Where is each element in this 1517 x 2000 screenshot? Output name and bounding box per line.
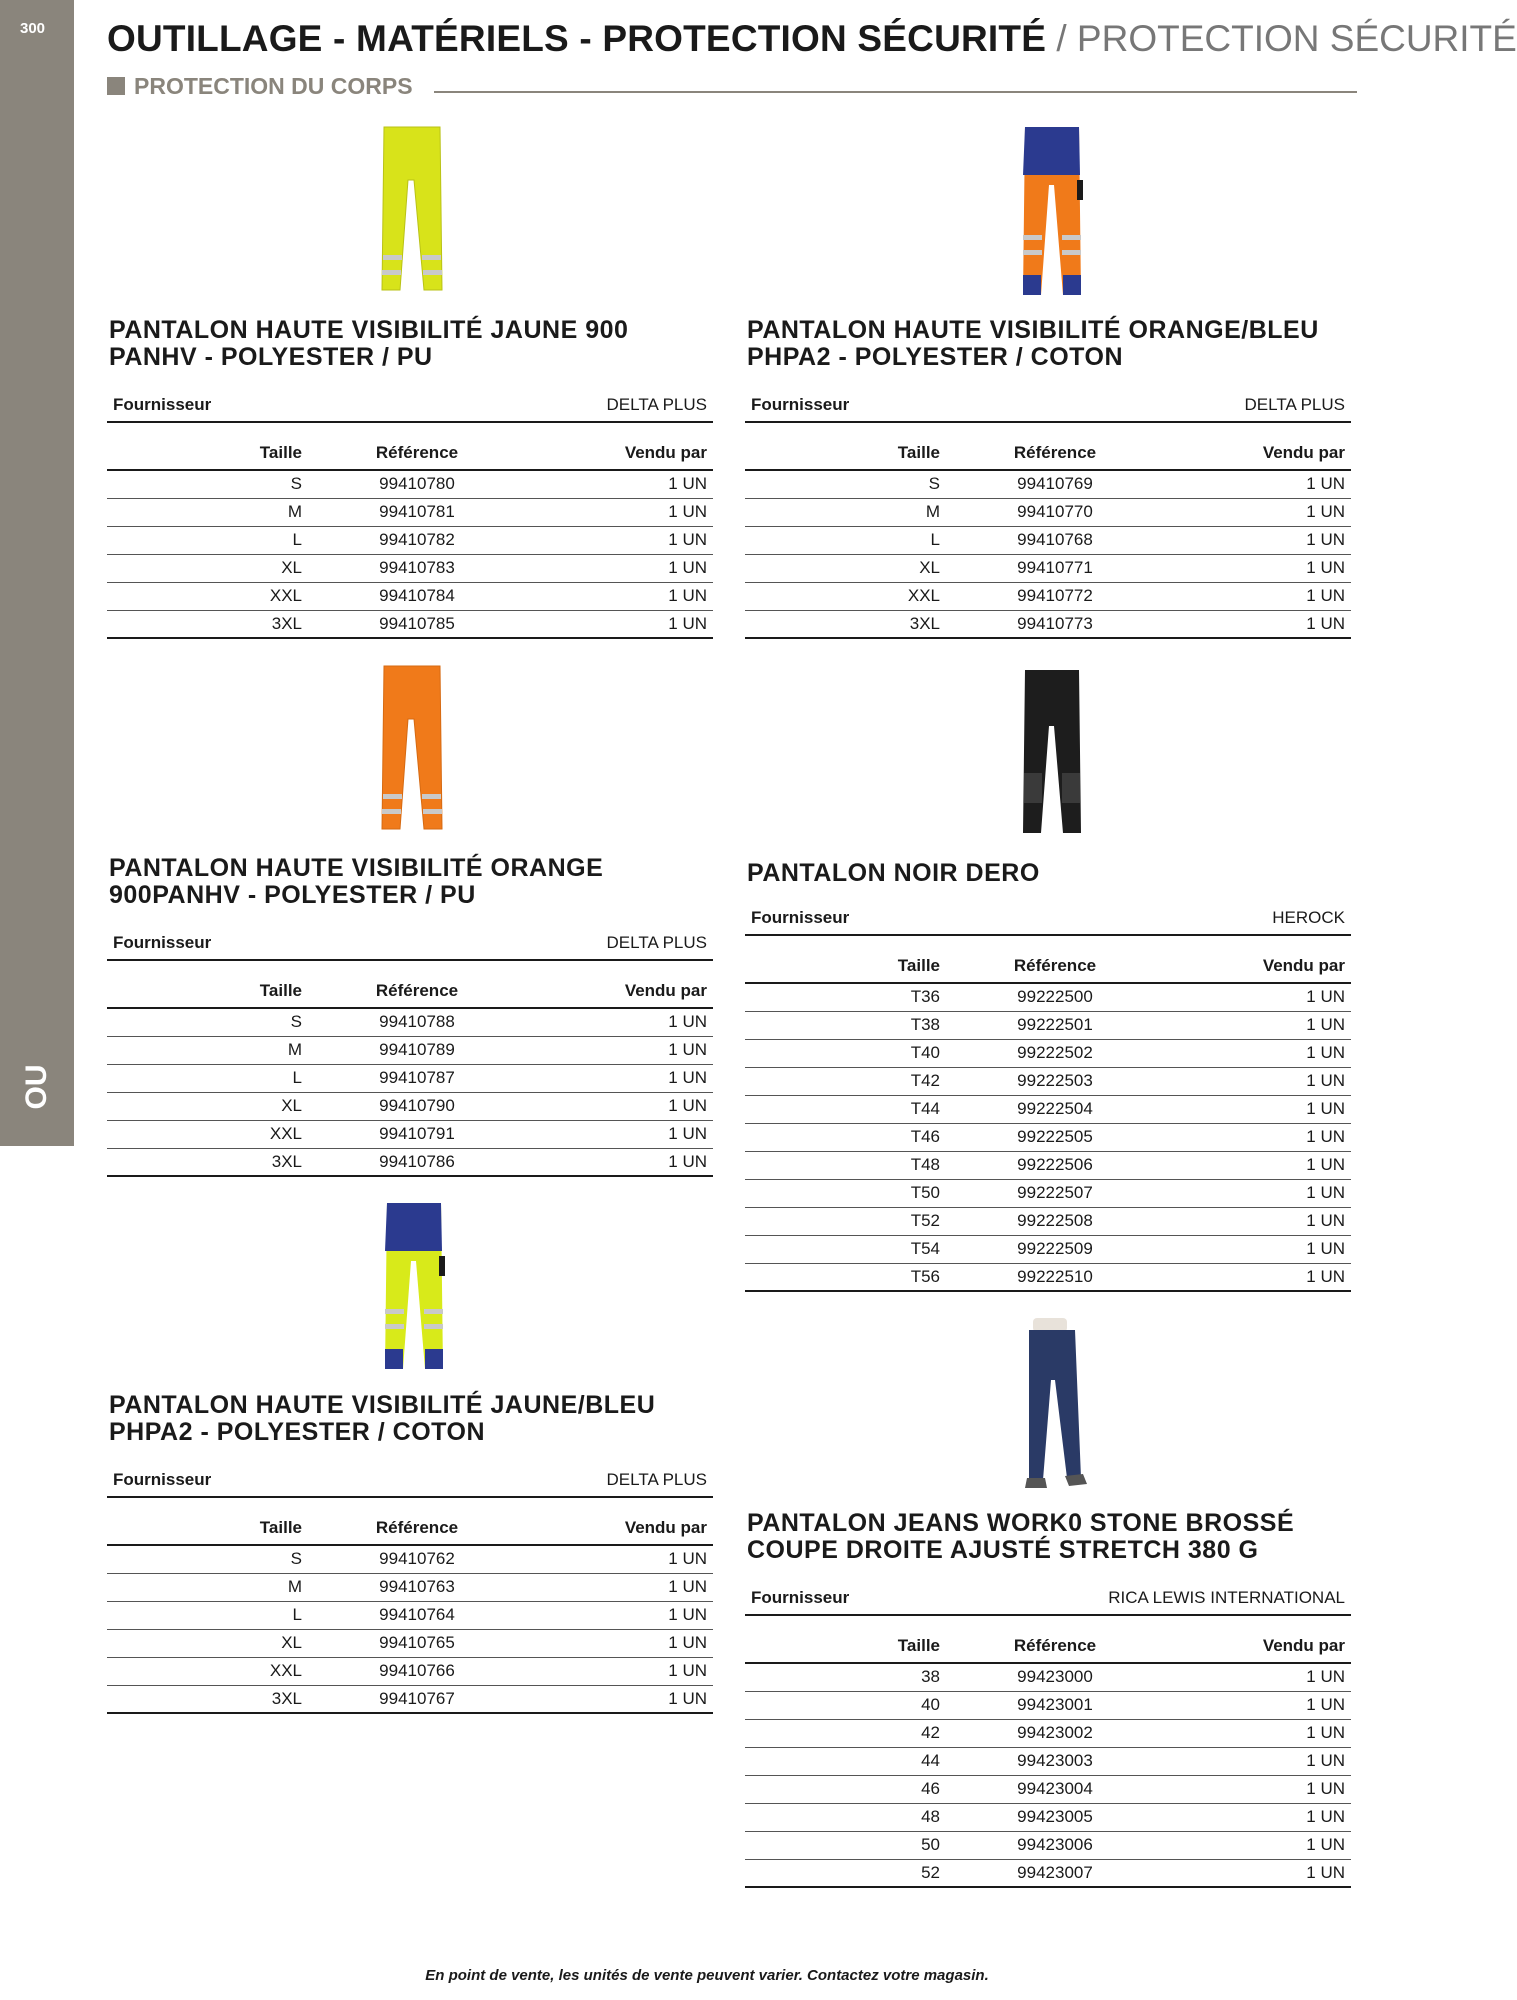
- cell-reference: 99222508: [940, 1207, 1170, 1235]
- cell-reference: 99423006: [940, 1831, 1170, 1859]
- cell-size: 48: [745, 1803, 940, 1831]
- section-rule: [434, 91, 1357, 93]
- cell-sold-by: 1 UN: [1170, 1719, 1351, 1747]
- cell-reference: 99410762: [302, 1545, 532, 1573]
- table-row: [745, 1263, 1351, 1291]
- cell-reference: 99410791: [302, 1120, 532, 1148]
- cell-reference: 99222502: [940, 1039, 1170, 1067]
- section-title: PROTECTION DU CORPS: [134, 73, 413, 99]
- cell-sold-by: 1 UN: [1170, 1775, 1351, 1803]
- col-header-sold-by: Vendu par: [1170, 950, 1351, 983]
- cell-reference: 99410781: [302, 498, 532, 526]
- table-row: [745, 983, 1351, 1011]
- cell-reference: 99222503: [940, 1067, 1170, 1095]
- cell-sold-by: 1 UN: [1170, 582, 1351, 610]
- cell-sold-by: 1 UN: [1170, 1095, 1351, 1123]
- table-row: [745, 1123, 1351, 1151]
- cell-size: L: [107, 1601, 302, 1629]
- supplier-row: [745, 391, 1351, 423]
- supplier-row: [745, 904, 1351, 936]
- table-row: [107, 1036, 713, 1064]
- page-number: 300: [20, 20, 46, 37]
- cell-sold-by: 1 UN: [1170, 554, 1351, 582]
- col-header-sold-by: Vendu par: [532, 1512, 713, 1545]
- supplier-value: DELTA PLUS: [606, 395, 707, 414]
- orange-hi-vis-trousers-icon: [362, 664, 462, 834]
- cell-size: T38: [745, 1011, 940, 1039]
- cell-reference: 99423002: [940, 1719, 1170, 1747]
- col-header-size: Taille: [745, 437, 940, 470]
- cell-size: 3XL: [107, 1685, 302, 1713]
- supplier-label: Fournisseur: [113, 933, 212, 952]
- cell-size: 40: [745, 1691, 940, 1719]
- cell-reference: 99222506: [940, 1151, 1170, 1179]
- cell-reference: 99222500: [940, 983, 1170, 1011]
- table-row: [745, 1719, 1351, 1747]
- cell-sold-by: 1 UN: [532, 1545, 713, 1573]
- black-work-trousers-icon: [1007, 668, 1097, 838]
- table-row: [107, 470, 713, 498]
- cell-sold-by: 1 UN: [1170, 1207, 1351, 1235]
- table-row: [745, 1151, 1351, 1179]
- cell-reference: 99222509: [940, 1235, 1170, 1263]
- orange-blue-hi-vis-trousers-icon: [1007, 125, 1097, 300]
- col-header-reference: Référence: [302, 975, 532, 1008]
- table-row: [107, 498, 713, 526]
- cell-sold-by: 1 UN: [1170, 1067, 1351, 1095]
- cell-size: XXL: [745, 582, 940, 610]
- cell-size: 52: [745, 1859, 940, 1887]
- col-header-size: Taille: [107, 437, 302, 470]
- cell-sold-by: 1 UN: [532, 1120, 713, 1148]
- cell-sold-by: 1 UN: [532, 582, 713, 610]
- col-header-sold-by: Vendu par: [1170, 437, 1351, 470]
- supplier-value: DELTA PLUS: [1244, 395, 1345, 414]
- cell-size: M: [107, 498, 302, 526]
- supplier-label: Fournisseur: [751, 395, 850, 414]
- supplier-row: [745, 1584, 1351, 1616]
- cell-reference: 99423004: [940, 1775, 1170, 1803]
- supplier-label: Fournisseur: [113, 1470, 212, 1489]
- table-row: [107, 1685, 713, 1713]
- supplier-label: Fournisseur: [751, 1588, 850, 1607]
- cell-reference: 99410773: [940, 610, 1170, 638]
- cell-size: XXL: [107, 1120, 302, 1148]
- cell-reference: 99222501: [940, 1011, 1170, 1039]
- col-header-reference: Référence: [302, 1512, 532, 1545]
- table-row: [745, 1095, 1351, 1123]
- footer-note: En point de vente, les unités de vente peuvent varier. Contactez votre magasin.: [425, 1967, 989, 1984]
- cell-sold-by: 1 UN: [1170, 1859, 1351, 1887]
- cell-size: T50: [745, 1179, 940, 1207]
- table-row: [107, 1008, 713, 1036]
- cell-sold-by: 1 UN: [1170, 526, 1351, 554]
- spec-table: [107, 1512, 713, 1714]
- cell-size: T42: [745, 1067, 940, 1095]
- cell-sold-by: 1 UN: [1170, 1663, 1351, 1691]
- cell-reference: 99410768: [940, 526, 1170, 554]
- spec-table: [745, 1630, 1351, 1888]
- cell-reference: 99222504: [940, 1095, 1170, 1123]
- cell-size: 44: [745, 1747, 940, 1775]
- table-row: [107, 610, 713, 638]
- cell-sold-by: 1 UN: [1170, 1011, 1351, 1039]
- cell-sold-by: 1 UN: [1170, 1123, 1351, 1151]
- col-header-sold-by: Vendu par: [1170, 1630, 1351, 1663]
- cell-size: 3XL: [107, 610, 302, 638]
- cell-size: T46: [745, 1123, 940, 1151]
- cell-reference: 99423005: [940, 1803, 1170, 1831]
- table-row: [107, 1573, 713, 1601]
- section-heading: [107, 73, 1357, 99]
- table-row: [745, 1067, 1351, 1095]
- side-tab: [0, 0, 74, 1146]
- spec-table: [745, 950, 1351, 1292]
- cell-sold-by: 1 UN: [1170, 1263, 1351, 1291]
- yellow-hi-vis-trousers-icon: [362, 125, 462, 295]
- cell-reference: 99423003: [940, 1747, 1170, 1775]
- cell-size: 50: [745, 1831, 940, 1859]
- cell-size: S: [107, 1545, 302, 1573]
- table-row: [745, 1179, 1351, 1207]
- table-row: [107, 1657, 713, 1685]
- cell-sold-by: 1 UN: [532, 1573, 713, 1601]
- cell-size: S: [745, 470, 940, 498]
- cell-sold-by: 1 UN: [532, 1092, 713, 1120]
- supplier-value: HEROCK: [1272, 908, 1345, 927]
- spec-table: [745, 437, 1351, 639]
- cell-sold-by: 1 UN: [1170, 610, 1351, 638]
- cell-reference: 99410784: [302, 582, 532, 610]
- cell-reference: 99222505: [940, 1123, 1170, 1151]
- table-row: [745, 1747, 1351, 1775]
- cell-size: T48: [745, 1151, 940, 1179]
- supplier-label: Fournisseur: [751, 908, 850, 927]
- cell-size: S: [107, 1008, 302, 1036]
- cell-sold-by: 1 UN: [1170, 983, 1351, 1011]
- table-row: [745, 498, 1351, 526]
- cell-reference: 99410790: [302, 1092, 532, 1120]
- cell-reference: 99410767: [302, 1685, 532, 1713]
- table-row: [745, 1039, 1351, 1067]
- cell-sold-by: 1 UN: [532, 1036, 713, 1064]
- cell-sold-by: 1 UN: [532, 1629, 713, 1657]
- cell-size: T52: [745, 1207, 940, 1235]
- side-section-label: OU: [20, 1064, 53, 1110]
- col-header-sold-by: Vendu par: [532, 437, 713, 470]
- table-row: [107, 526, 713, 554]
- page-title: OUTILLAGE - MATÉRIELS - PROTECTION SÉCURITÉ: [107, 18, 1047, 59]
- product-title: PANTALON HAUTE VISIBILITÉ ORANGE/BLEU PHPA2 - POLYESTER / COTON: [747, 316, 1319, 371]
- cell-sold-by: 1 UN: [1170, 1151, 1351, 1179]
- cell-sold-by: 1 UN: [532, 1657, 713, 1685]
- cell-size: L: [745, 526, 940, 554]
- cell-sold-by: 1 UN: [532, 1148, 713, 1176]
- col-header-size: Taille: [745, 1630, 940, 1663]
- table-row: [745, 470, 1351, 498]
- cell-size: L: [107, 526, 302, 554]
- cell-size: XL: [107, 554, 302, 582]
- yellow-blue-hi-vis-trousers-icon: [369, 1201, 459, 1373]
- col-header-size: Taille: [107, 975, 302, 1008]
- table-row: [107, 1545, 713, 1573]
- table-row: [745, 1663, 1351, 1691]
- cell-reference: 99410786: [302, 1148, 532, 1176]
- cell-reference: 99410785: [302, 610, 532, 638]
- col-header-size: Taille: [107, 1512, 302, 1545]
- spec-table: [107, 975, 713, 1177]
- page-subtitle: PROTECTION SÉCURITÉ: [1076, 18, 1517, 59]
- cell-size: T56: [745, 1263, 940, 1291]
- table-row: [107, 582, 713, 610]
- cell-sold-by: 1 UN: [532, 470, 713, 498]
- cell-size: M: [745, 498, 940, 526]
- cell-sold-by: 1 UN: [1170, 1039, 1351, 1067]
- cell-sold-by: 1 UN: [1170, 1179, 1351, 1207]
- table-row: [745, 1011, 1351, 1039]
- table-row: [745, 1235, 1351, 1263]
- cell-size: T54: [745, 1235, 940, 1263]
- cell-reference: 99410787: [302, 1064, 532, 1092]
- cell-reference: 99410782: [302, 526, 532, 554]
- table-row: [745, 582, 1351, 610]
- cell-size: M: [107, 1036, 302, 1064]
- cell-size: 42: [745, 1719, 940, 1747]
- cell-size: 3XL: [107, 1148, 302, 1176]
- cell-size: XL: [107, 1629, 302, 1657]
- cell-size: 3XL: [745, 610, 940, 638]
- cell-sold-by: 1 UN: [532, 1064, 713, 1092]
- table-row: [745, 1775, 1351, 1803]
- cell-sold-by: 1 UN: [532, 1685, 713, 1713]
- cell-size: M: [107, 1573, 302, 1601]
- cell-sold-by: 1 UN: [1170, 498, 1351, 526]
- spec-table: [107, 437, 713, 639]
- cell-reference: 99423000: [940, 1663, 1170, 1691]
- cell-reference: 99410788: [302, 1008, 532, 1036]
- cell-sold-by: 1 UN: [532, 1601, 713, 1629]
- table-row: [107, 1120, 713, 1148]
- cell-reference: 99410780: [302, 470, 532, 498]
- cell-size: XXL: [107, 1657, 302, 1685]
- cell-sold-by: 1 UN: [1170, 1691, 1351, 1719]
- cell-reference: 99410783: [302, 554, 532, 582]
- table-row: [107, 1092, 713, 1120]
- cell-size: T44: [745, 1095, 940, 1123]
- table-row: [745, 1831, 1351, 1859]
- cell-sold-by: 1 UN: [532, 526, 713, 554]
- cell-reference: 99410764: [302, 1601, 532, 1629]
- table-row: [745, 526, 1351, 554]
- cell-reference: 99410769: [940, 470, 1170, 498]
- table-row: [107, 1629, 713, 1657]
- supplier-value: RICA LEWIS INTERNATIONAL: [1108, 1588, 1345, 1607]
- cell-reference: 99222507: [940, 1179, 1170, 1207]
- cell-reference: 99410770: [940, 498, 1170, 526]
- cell-sold-by: 1 UN: [532, 554, 713, 582]
- cell-size: XXL: [107, 582, 302, 610]
- product-title: PANTALON HAUTE VISIBILITÉ JAUNE 900 PANHV - POLYESTER / PU: [109, 316, 629, 371]
- table-row: [745, 1803, 1351, 1831]
- supplier-row: [107, 1466, 713, 1498]
- section-square-icon: [107, 77, 125, 95]
- cell-reference: 99222510: [940, 1263, 1170, 1291]
- product-title: PANTALON NOIR DERO: [747, 859, 1040, 887]
- table-row: [745, 610, 1351, 638]
- product-title: PANTALON JEANS WORK0 STONE BROSSÉ COUPE DROITE AJUSTÉ STRETCH 380 G: [747, 1509, 1295, 1564]
- cell-reference: 99410789: [302, 1036, 532, 1064]
- supplier-value: DELTA PLUS: [606, 1470, 707, 1489]
- cell-sold-by: 1 UN: [1170, 1235, 1351, 1263]
- cell-reference: 99410771: [940, 554, 1170, 582]
- cell-reference: 99410772: [940, 582, 1170, 610]
- table-row: [745, 1691, 1351, 1719]
- cell-sold-by: 1 UN: [532, 1008, 713, 1036]
- cell-size: XL: [107, 1092, 302, 1120]
- cell-size: 38: [745, 1663, 940, 1691]
- table-row: [745, 554, 1351, 582]
- product-title: PANTALON HAUTE VISIBILITÉ JAUNE/BLEU PHPA2 - POLYESTER / COTON: [109, 1391, 656, 1446]
- table-row: [107, 1148, 713, 1176]
- col-header-size: Taille: [745, 950, 940, 983]
- cell-size: XL: [745, 554, 940, 582]
- stone-washed-jeans-icon: [1007, 1318, 1097, 1490]
- supplier-row: [107, 391, 713, 423]
- supplier-value: DELTA PLUS: [606, 933, 707, 952]
- col-header-reference: Référence: [302, 437, 532, 470]
- col-header-reference: Référence: [940, 437, 1170, 470]
- cell-size: 46: [745, 1775, 940, 1803]
- table-row: [745, 1207, 1351, 1235]
- supplier-row: [107, 929, 713, 961]
- table-row: [107, 554, 713, 582]
- table-row: [107, 1601, 713, 1629]
- cell-reference: 99410765: [302, 1629, 532, 1657]
- cell-sold-by: 1 UN: [1170, 470, 1351, 498]
- col-header-reference: Référence: [940, 950, 1170, 983]
- cell-sold-by: 1 UN: [532, 498, 713, 526]
- cell-size: L: [107, 1064, 302, 1092]
- cell-sold-by: 1 UN: [1170, 1747, 1351, 1775]
- cell-reference: 99423007: [940, 1859, 1170, 1887]
- cell-size: T36: [745, 983, 940, 1011]
- cell-sold-by: 1 UN: [532, 610, 713, 638]
- col-header-sold-by: Vendu par: [532, 975, 713, 1008]
- table-row: [107, 1064, 713, 1092]
- cell-sold-by: 1 UN: [1170, 1831, 1351, 1859]
- supplier-label: Fournisseur: [113, 395, 212, 414]
- col-header-reference: Référence: [940, 1630, 1170, 1663]
- page-header: [107, 18, 1517, 60]
- cell-sold-by: 1 UN: [1170, 1803, 1351, 1831]
- table-row: [745, 1859, 1351, 1887]
- title-separator: /: [1046, 18, 1077, 59]
- cell-reference: 99410763: [302, 1573, 532, 1601]
- cell-reference: 99410766: [302, 1657, 532, 1685]
- cell-size: S: [107, 470, 302, 498]
- cell-reference: 99423001: [940, 1691, 1170, 1719]
- cell-size: T40: [745, 1039, 940, 1067]
- product-title: PANTALON HAUTE VISIBILITÉ ORANGE 900PANHV - POLYESTER / PU: [109, 854, 604, 909]
